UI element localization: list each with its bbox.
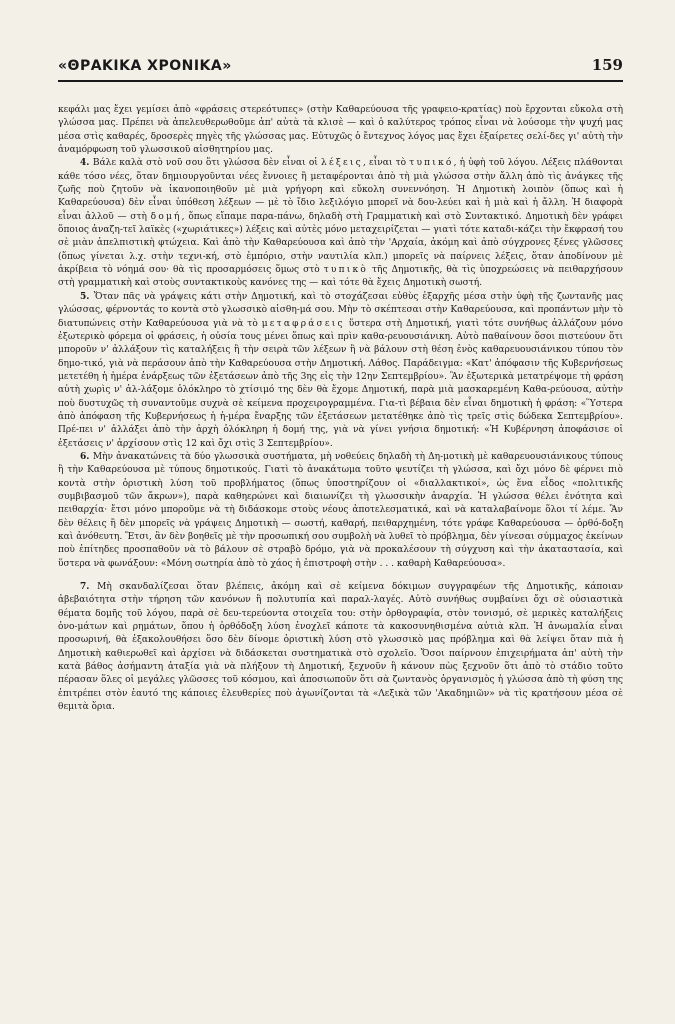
point-number: 6.: [80, 451, 93, 462]
emphasized-term: μεταφράσεις: [261, 318, 345, 329]
point-number: 5.: [80, 291, 94, 302]
journal-title: «ΘΡΑΚΙΚΑ ΧΡΟΝΙΚΑ»: [58, 58, 232, 74]
text-run: , ἡ ὑφὴ τοῦ λόγου. Λέξεις πλάθονται κάθε τόσο νέες, ὅταν δημιουργοῦνται νέες ἔννοιες ἢ μεταφέρονται ἀπὸ τὴ μιὰ γλώσσα στὴν ἄλλη ἀπὸ τὶς ἀνάγκες τῆς ζωῆς ποὺ ζητοῦν νὰ ἱκανοποιηθοῦν μὲ μιὰ γρήγορη καὶ εὔκολη συνεννόηση. Ἡ Δημοτικὴ λοιπὸν (ὅπως καὶ ἡ Καθαρεύουσα) δὲν εἶναι ὑπόθεση λέξεων — μὲ τὸ ἴδιο λεξιλόγιο μπορεῖ νὰ δου-λεύει καὶ ἡ μιὰ καὶ ἡ ἄλλη. Ἡ διαφορὰ εἶναι ἀλλοῦ — στὴ: [58, 158, 623, 222]
paragraph-continuation: [58, 104, 623, 157]
text-run: κεφάλι μας ἔχει γεμίσει ἀπὸ «φράσεις στερεότυπες» (στὴν Καθαρεύουσα τῆς γραφειο-κρατίας) ποὺ ἔρχονται εὔκολα στὴ γλώσσα μας. Πρέπει νὰ ἀπελευθερωθοῦμε ἀπ' αὐτὰ τὰ κλισὲ — καὶ ὁ καλύτερος τρόπος εἶναι νὰ λούσομε τὴν ψυχή μας μέσα στὶς καθαρές, δροσερὲς πηγὲς τῆς γλώσσας μας. Εὐτυχῶς ὁ ἔντεχνος λόγος μας ἔχει ἐξαίρετες σελί-δες γι' αὐτὴ τὴν ἀναμόρφωση τοῦ γλωσσικοῦ αἰσθητηρίου μας.: [58, 105, 623, 156]
text-run: Ὅταν πᾶς νὰ γράψεις κάτι στὴν Δημοτική, καὶ τὸ στοχάζεσαι εὐθὺς ἐξαρχῆς μέσα στὴν ὑφὴ τῆς ζωντανῆς μας γλώσσας, φέρνοντάς το κοντὰ στὸ γλωσσικὸ αἰσθη-μά σου. Μὴν τὸ σκέπτεσαι στὴν Καθαρεύουσα, καὶ προπάντων μὴν τὸ διατυπώνεις στὴν Καθαρεύουσα γιὰ νὰ τὸ: [58, 291, 623, 329]
point-number: 7.: [80, 582, 98, 593]
text-run: Μὴ σκανδαλίζεσαι ὅταν βλέπεις, ἀκόμη καὶ σὲ κείμενα δόκιμων συγγραφέων τῆς Δημοτικῆς, κάποιαν ἀβεβαιότητα στὴν τήρηση τῶν κανόνων ἢ πολυτυπία καὶ παραλ-λαγές. Αὐτὸ συνήθως συμβαίνει ὄχι σὲ οὐσιαστικὰ θέματα δομῆς τοῦ λόγου, παρὰ σὲ δευ-τερεύοντα στοιχεῖα του: στὴν ὀρθογραφία, στὸν τονισμό, σὲ μερικὲς καταλήξεις ὀνο-μάτων καὶ ρημάτων, ὅπου ἡ ὀρθόδοξη λύση ἐνοχλεῖ κάποτε τὰ κακοσυνηθισμένα αὐτιὰ κλπ. Ἡ ἀνωμαλία εἶναι προσωρινή, θὰ ἐξακολουθήσει ὅσο δὲν δίνομε ὁριστικὴ λύση στὸ γλωσσικὸ μας πρόβλημα καὶ θὰ λείψει ὅταν πιὰ ἡ Δημοτικὴ καθιερωθεῖ καὶ ἀρχίσει νὰ διδάσκεται συστηματικὰ στὸ σχολεῖο. Ὅσοι παίρνουν ἐπιχειρήματα ἀπ' αὐτὴ τὴν κατὰ βάθος ἀσήμαντη ἀταξία γιὰ νὰ πλήξουν τὴ Δημοτική, ξεχνοῦν ἢ κάνουν πὼς ξεχνοῦν ὅτι ἀπὸ τὸ στάδιο τοῦτο πέρασαν ὅλες οἱ μεγάλες γλῶσσες τοῦ κόσμου, καὶ ἀποσιωποῦν ὅτι σὰ ζωντανὸς ὀργανισμὸς ἡ γλώσσα ἀπὸ τὴ φύση της ἐπιτρέπει στὸν ἑαυτό της κάποιες ἐλευθερίες ποὺ ἀγωνίζονται τὰ «Λεξικὰ τῶν 'Ακαδημιῶν» νὰ τὶς κρατήσουν μέσα σὲ θεμιτὰ ὅρια.: [58, 582, 623, 713]
page-number: 159: [591, 56, 623, 74]
emphasized-term: τυπικὸ: [323, 265, 369, 276]
point-number: 4.: [80, 158, 93, 169]
emphasized-term: τυπικό: [409, 158, 454, 169]
paragraph-point-4: [58, 157, 623, 290]
text-run: , ὅπως εἴπαμε παρα-πάνω, δηλαδὴ στὴ Γραμματικὴ καὶ στὸ Συντακτικό. Δημοτικὴ δὲν γράφει ὅποιος ἀναζη-τεῖ λαϊκὲς («χωριάτικες») λέξεις καὶ αὐτὲς μόνο μεταχειρίζεται — γιατὶ τότε καταδι-κάζει τὴν ἔκφρασή του σὲ μιὰν ἀπελπιστικὴ φτώχεια. Καὶ ἀπὸ τὴν Καθαρεύουσα καὶ ἀπὸ τὴν 'Αρχαία, ἀκόμη καὶ ἀπὸ σύγχρονες ξένες γλῶσσες (ὅπως γίνεται λ.χ. στὴν τεχνι-κή, στὸ ἐμπόριο, στὴν ναυτιλία κλπ.) μπορεῖς νὰ παίρνεις λέξεις, ὅταν ἀποδίνουν μὲ ἀκρίβεια τὸ νόημά σου· θὰ τὶς προσαρμόσεις ὅμως στὸ: [58, 211, 623, 276]
page: [58, 56, 623, 714]
running-header: [58, 56, 623, 82]
paragraph-point-7: [58, 581, 623, 714]
emphasized-term: δομή: [150, 211, 182, 222]
text-run: , εἶναι τὸ: [362, 158, 410, 169]
text-run: ὕστερα στὴ Δημοτική, γιατὶ τότε συνήθως ἀλλάζουν μόνο ἐξωτερικὸ φόρεμα οἱ φράσεις, ἡ οὐσία τους μένει ὅπως καὶ πρὶν καθα-ρευουσιάνικη. Αὐτὸ παθαίνουν ὅσοι πιστεύουν ὅτι μποροῦν ν' ἀλλάξουν τὶς καταλήξεις ἢ τὴν σειρὰ τῶν λέξεων ἢ νὰ βάλουν στὴ θέση ἑνὸς καθαρευουσιάνικου τύπου τὸν δημο-τικό, γιὰ νὰ περάσουν ἀπὸ τὴν Καθαρεύουσα στὴν Δημοτική. Λάθος. Παράδειγμα: «Κατ' ἀπόφασιν τῆς Κυβερνήσεως μετετέθη ἡ ἡμέρα ἐνάρξεως τῶν ἐξετάσεων ἀπὸ τῆς 3ης εἰς τὴν 12ην Σεπτεμβρίου». Ἂν ἐξωτερικὰ μετατρέψομε τὴ φράση αὐτὴ χωρὶς ν' ἀλ-λάξομε ὁλόκληρο τὸ χτίσιμό της δὲν θὰ ἔχομε Δημοτική, παρὰ μιὰ μασκαρεμένη Καθα-ρεύουσα, αὐτὴν ποὺ δυστυχῶς τὴ συναντοῦμε συχνὰ σὲ κείμενα προχειρογραμμένα. Για-τὶ βέβαια δὲν εἶναι δημοτικὴ ἡ φράση: «Ὕστερα ἀπὸ ἀπόφαση τῆς Κυβερνήσεως ἡ ἡ-μέρα ἔναρξης τῶν ἐξετάσεων μετατέθηκε ἀπὸ τὶς τρεῖς στὶς δώδεκα Σεπτεμβρίου». Πρέ-πει ν' ἀλλάξει ἀπὸ τὴν ἀρχὴ ὁλόκληρη ἡ δομή της, γιὰ νὰ γίνει γνήσια δημοτική: «Ἡ Κυβέρνηση ἀποφάσισε οἱ ἐξετάσεις ν' ἀρχίσουν στὶς 12 καὶ ὄχι στὶς 3 Σεπτεμβρίου».: [58, 318, 623, 449]
text-run: Μὴν ἀνακατώνεις τὰ δύο γλωσσικὰ συστήματα, μὴ νοθεύεις δηλαδὴ τὴ Δη-μοτικὴ μὲ καθαρευουσιάνικους τύπους ἢ τὴν Καθαρεύουσα μὲ τύπους δημοτικούς. Γιατὶ τὸ ἀνακάτωμα τοῦτο ψευτίζει τὴ γλώσσα, καὶ ὄχι μόνο δὲ φέρνει πιὸ κοντὰ στὴν ὁριστικὴ λύση τοῦ προβλήματος (ὅπως ὑποστηρίζουν οἱ «διαλλακτικοί», ὡς ἕνα εἶδος «πολιτικῆς συμβιβασμοῦ τῶν ἄκρων»), παρὰ καθηερώνει καὶ διαιωνίζει τὴ γλωσσικὴν ἀναρχία. Ἡ γλώσσα θέλει ἑνότητα καὶ πειθαρχία· ἔτσι μόνο μποροῦμε νὰ τὴ διδάσκομε στοὺς νέους ἀποτελεσματικά, καὶ νὰ καταλαβαίνομε ὅλοι τί λέμε. Ἂν δὲν θέλεις ἢ δὲν μπορεῖς νὰ γράψεις Δημοτικὴ — σωστή, καθαρή, πειθαρχημένη, τότε γράφε Καθαρεύουσα — ὀρθό-δοξη καὶ ἀνόθευτη. Ἔτσι, ἂν δὲν βοηθεῖς μὲ τὴν προσωπική σου συμβολὴ νὰ λυθεῖ τὸ πρόβλημα, δὲν γίνεσαι σύμμαχος ἐκείνων ποὺ ἐπίτηδες προσπαθοῦν νὰ τὸ βάλουν σὲ στραβὸ δρόμο, γιὰ νὰ προκαλέσουν τὴ σύγχυση καὶ τὴν ἀκαταστασία, καὶ ὕστερα νὰ φωνάξουν: «Μόνη σωτηρία ἀπὸ τὸ χάος ἡ ἐπιστροφὴ στὴν . . . καθαρὴ Καθαρεύουσα».: [58, 451, 623, 569]
emphasized-term: λέξεις: [321, 158, 363, 169]
text-run: τῆς Δημοτικῆς, θὰ τὶς ὑποχρεώσεις νὰ πειθαρχήσουν στὴ γραμματικὴ καὶ στοὺς συντακτικοὺς κανόνες της — καὶ τότε θὰ ἔχεις Δημοτικὴ σωστή.: [58, 265, 623, 289]
paragraph-point-6: [58, 451, 623, 571]
text-run: Βάλε καλὰ στὸ νοῦ σου ὅτι γλώσσα δὲν εἶναι οἱ: [92, 158, 322, 169]
paragraph-point-5: [58, 291, 623, 451]
article-body: [58, 104, 623, 714]
